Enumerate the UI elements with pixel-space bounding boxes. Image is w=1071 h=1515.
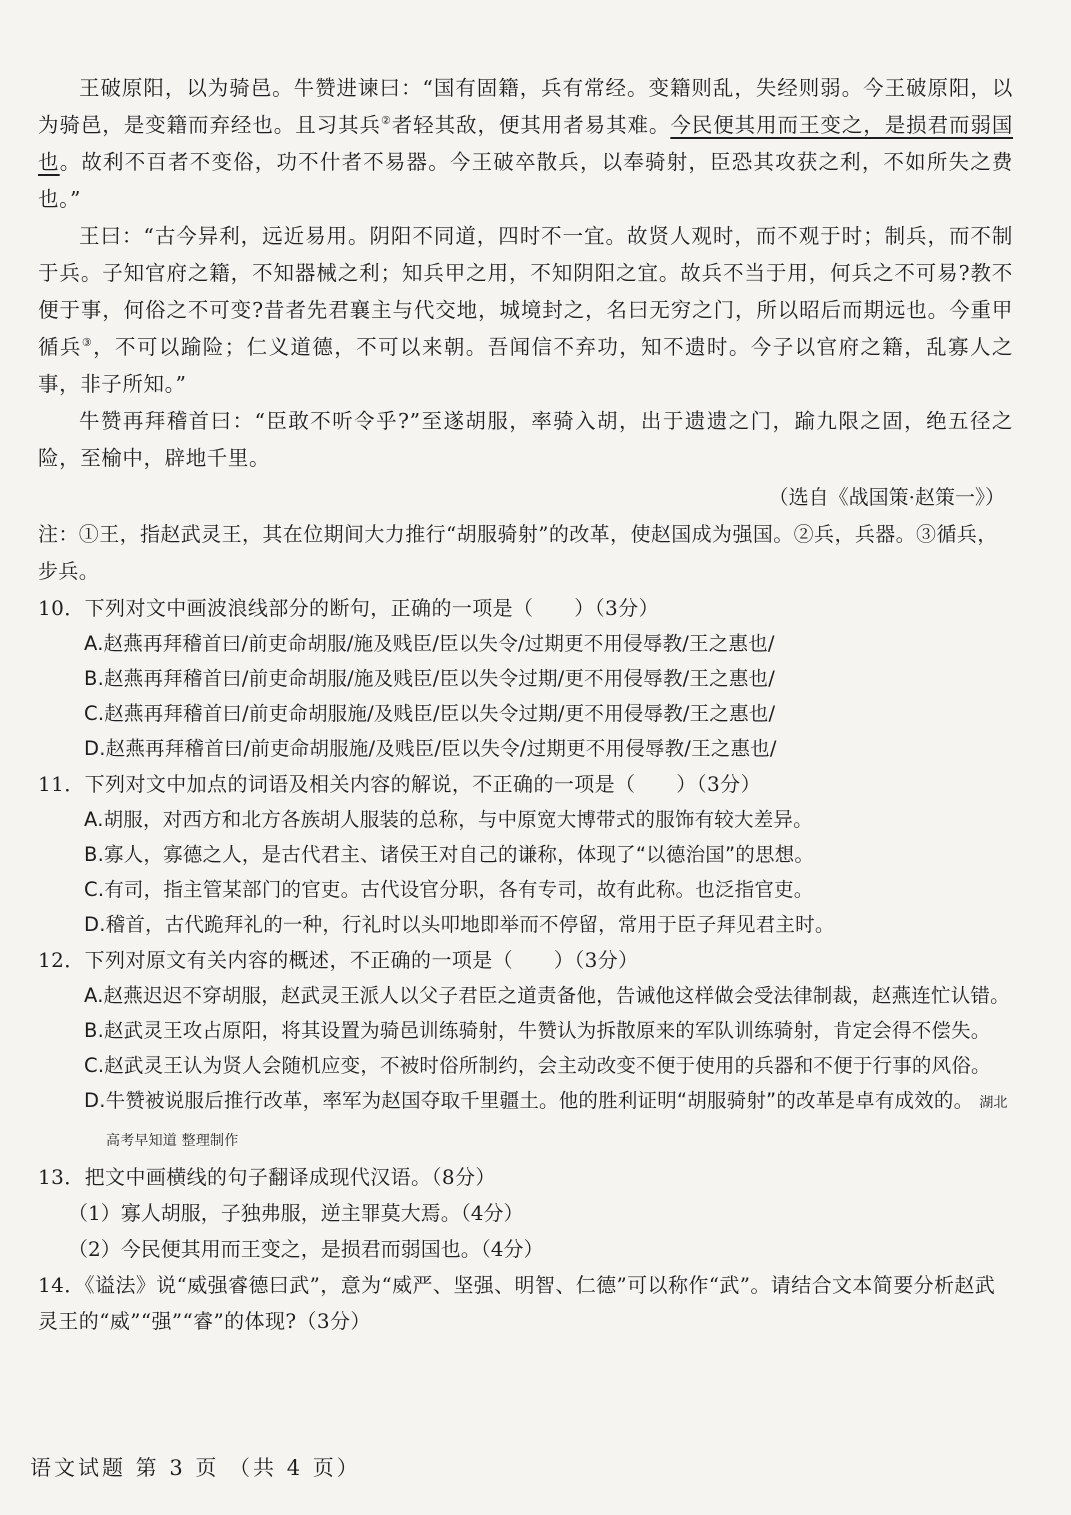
q11-option-b: B.寡人，寡德之人，是古代君主、诸侯王对自己的谦称，体现了“以德治国”的思想。	[84, 843, 815, 866]
underlined-sentence: 今民便其用而王变之，是损君而弱国也	[38, 113, 1013, 174]
q12-option-c: C.赵武灵王认为贤人会随机应变，不被时俗所制约，会主动改变不便于使用的兵器和不便于行事的风俗。	[84, 1054, 991, 1077]
q11-option-d: D.稽首，古代跪拜礼的一种，行礼时以头叩地即举而不停留，常用于臣子拜见君主时。	[84, 913, 835, 936]
footnote: 注：①王，指赵武灵王，其在位期间大力推行“胡服骑射”的改革，使赵国成为强国。②兵，兵器。③循兵，步兵。	[38, 522, 998, 583]
passage-paragraph-1: 王破原阳，以为骑邑。牛赞进谏曰：“国有固籍，兵有常经。变籍则乱，失经则弱。今王破原阳，以为骑邑，是变籍而弃经也。且习其兵②者轻其敌，便其用者易其难。今民便其用而王变之，是损君而弱国也。故利不百者不变俗，功不什者不易器。今王破卒散兵，以奉骑射，臣恐其攻获之利，不如所失之费也。”	[38, 76, 1013, 211]
q10-option-c: C.赵燕再拜稽首曰/前吏命胡服施/及贱臣/臣以失令过期/更不用侵辱教/王之惠也/	[84, 702, 776, 725]
q11-option-c: C.有司，指主管某部门的官吏。古代设官分职，各有专司，故有此称。也泛指官吏。	[84, 878, 814, 901]
question-11-title: 11．下列对文中加点的词语及相关内容的解说，不正确的一项是（ ）（3分）	[38, 772, 761, 796]
q12-option-b: B.赵武灵王攻占原阳，将其设置为骑邑训练骑射，牛赞认为拆散原来的军队训练骑射，肯定会得不偿失。	[84, 1019, 991, 1042]
q11-option-a: A.胡服，对西方和北方各族胡人服装的总称，与中原宽大博带式的服饰有较大差异。	[84, 808, 813, 831]
q12-option-d: D.牛赞被说服后推行改革，率军为赵国夺取千里疆土。他的胜利证明“胡服骑射”的改革是卓有成效的。 湖北高考早知道 整理制作	[84, 1089, 1008, 1149]
q10-option-a: A.赵燕再拜稽首曰/前吏命胡服/施及贱臣/臣以失令/过期更不用侵辱教/王之惠也/	[84, 632, 775, 655]
source-citation: （选自《战国策·赵策一》）	[768, 485, 1005, 509]
q10-option-d: D.赵燕再拜稽首曰/前吏命胡服施/及贱臣/臣以失令/过期更不用侵辱教/王之惠也/	[84, 737, 777, 760]
q12-option-a: A.赵燕迟迟不穿胡服，赵武灵王派人以父子君臣之道责备他，告诫他这样做会受法律制裁，赵燕连忙认错。	[84, 984, 1010, 1007]
q13-item-2: （2）今民便其用而王变之，是损君而弱国也。（4分）	[68, 1237, 544, 1261]
publisher-watermark: 湖北高考早知道 整理制作	[106, 1095, 1008, 1149]
question-12-title: 12．下列对原文有关内容的概述，不正确的一项是（ ）（3分）	[38, 948, 639, 972]
exam-page	[38, 70, 1013, 1339]
passage-paragraph-3: 牛赞再拜稽首曰：“臣敢不听令乎?”至遂胡服，率骑入胡，出于遗遗之门，踰九限之固，绝五径之险，至榆中，辟地千里。	[38, 409, 1013, 470]
q13-item-1: （1）寡人胡服，子独弗服，逆主罪莫大焉。（4分）	[68, 1201, 524, 1225]
question-13-title: 13．把文中画横线的句子翻译成现代汉语。（8分）	[38, 1165, 496, 1189]
passage-paragraph-2: 王曰：“古今异利，远近易用。阴阳不同道，四时不一宜。故贤人观时，而不观于时；制兵，而不制于兵。子知官府之籍，不知器械之利；知兵甲之用，不知阴阳之宜。故兵不当于用，何兵之不可易?教不便于事，何俗之不可变?昔者先君襄主与代交地，城境封之，名曰无穷之门，所以昭后而期远也。今重甲循兵③，不可以踰险；仁义道德，不可以来朝。吾闻信不弃功，知不遗时。今子以官府之籍，乱寡人之事，非子所知。”	[38, 224, 1013, 396]
q10-option-b: B.赵燕再拜稽首曰/前吏命胡服/施及贱臣/臣以失令过期/更不用侵辱教/王之惠也/	[84, 667, 775, 690]
question-10-title: 10．下列对文中画波浪线部分的断句，正确的一项是（ ）（3分）	[38, 596, 659, 620]
page-footer: 语文试题 第 3 页 （共 4 页）	[30, 1456, 361, 1480]
question-14-title: 14．《谥法》说“威强睿德曰武”，意为“威严、坚强、明智、仁德”可以称作“武”。请结合文本简要分析赵武灵王的“威”“强”“睿”的体现?（3分）	[38, 1273, 996, 1333]
